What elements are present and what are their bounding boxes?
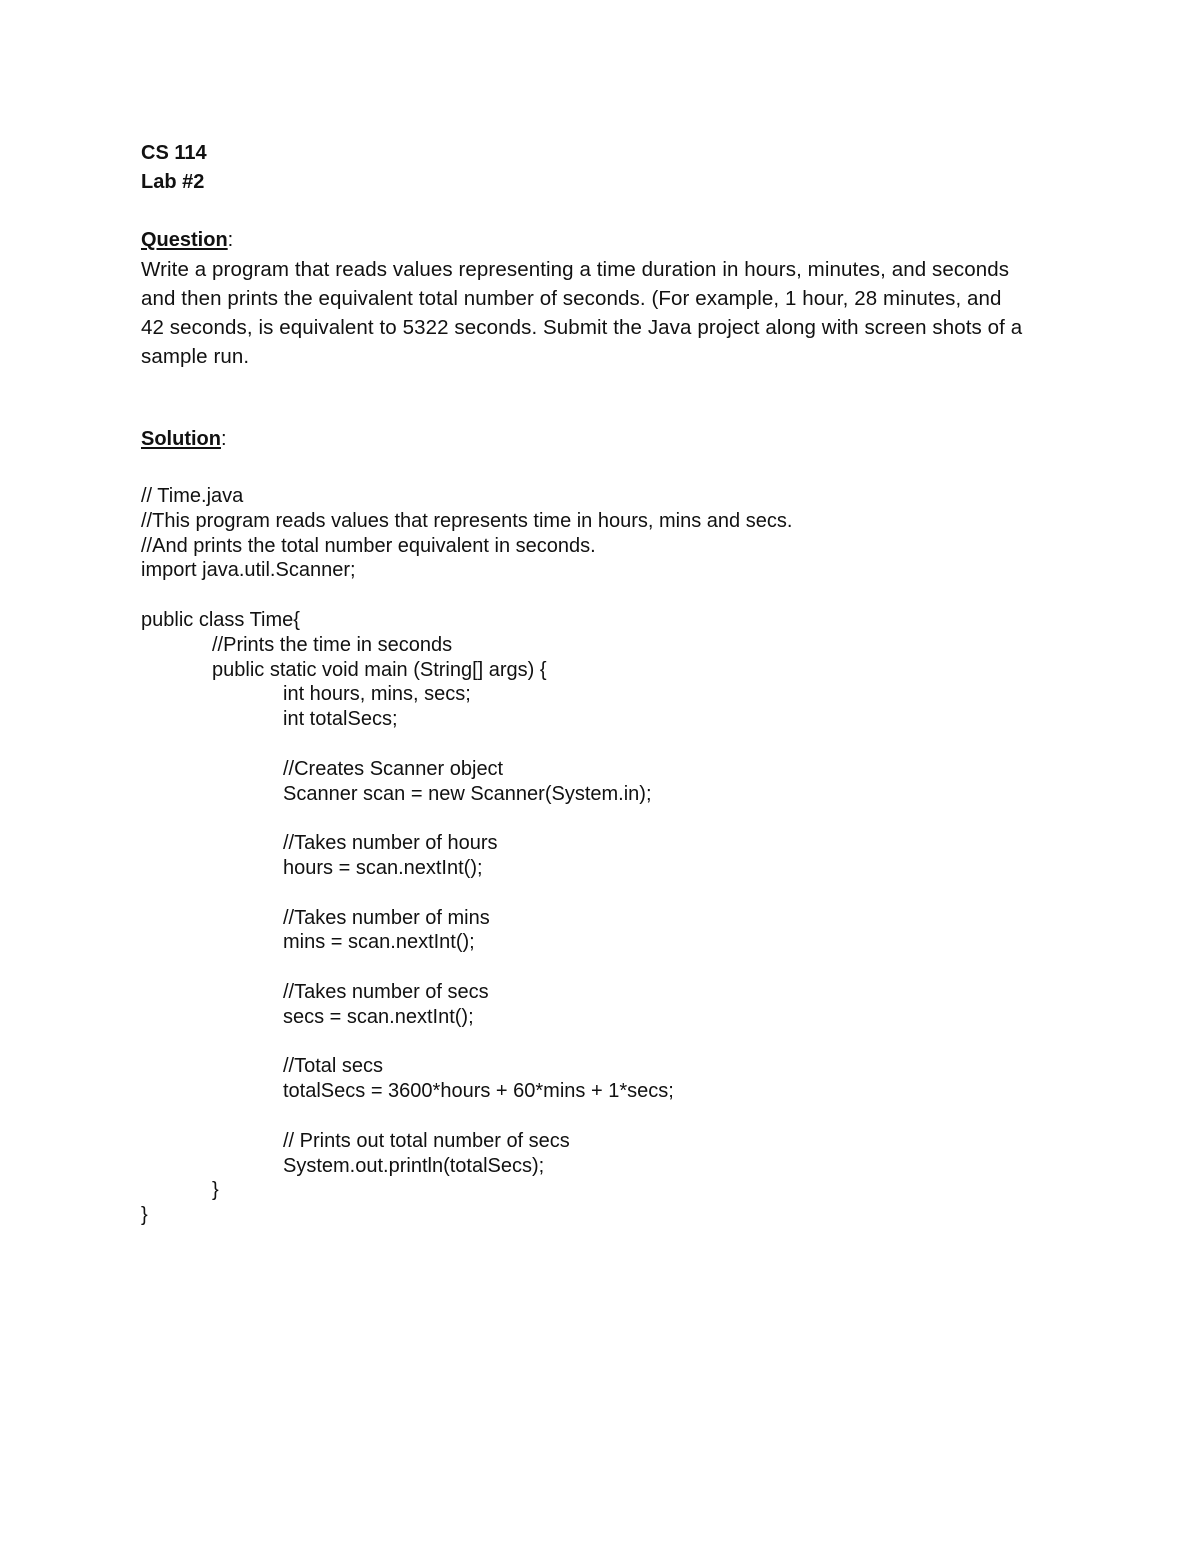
- code-line: // Time.java: [141, 485, 244, 507]
- code-line: public class Time{: [141, 608, 300, 631]
- code-line: System.out.println(totalSecs);: [283, 1154, 545, 1177]
- code-line: //Takes number of mins: [283, 906, 490, 929]
- question-colon: :: [227, 229, 234, 251]
- code-line: [141, 955, 792, 980]
- question-line: and then prints the equivalent total number of seconds. (For example, 1 hour, 28 minutes, and: [141, 287, 1002, 310]
- code-line: // Prints out total number of secs: [283, 1129, 570, 1152]
- question-line: sample run.: [141, 345, 250, 368]
- question-heading: [141, 228, 233, 252]
- code-line: int totalSecs;: [283, 708, 398, 731]
- code-line: //Takes number of hours: [283, 832, 498, 855]
- code-line: import java.util.Scanner;: [141, 559, 356, 582]
- code-line: totalSecs = 3600*hours + 60*mins + 1*secs;: [283, 1080, 674, 1103]
- solution-colon: :: [220, 428, 227, 450]
- code-line: //Total secs: [283, 1055, 384, 1078]
- code-line: int hours, mins, secs;: [283, 683, 471, 706]
- question-label: Question: [141, 229, 228, 251]
- code-line: [141, 1104, 792, 1129]
- code-line: //Creates Scanner object: [283, 757, 504, 780]
- solution-label: Solution: [141, 428, 221, 450]
- code-line: secs = scan.nextInt();: [283, 1005, 474, 1028]
- code-line: //Prints the time in seconds: [212, 633, 453, 656]
- code-line: [141, 881, 792, 906]
- question-line: 42 seconds, is equivalent to 5322 seconds. Submit the Java project along with screen shots of a: [141, 316, 1023, 339]
- code-line: hours = scan.nextInt();: [283, 856, 483, 879]
- code-block: [141, 484, 792, 1228]
- solution-heading: [141, 427, 227, 451]
- code-line: [141, 583, 792, 608]
- code-line: public static void main (String[] args) {: [212, 658, 547, 681]
- question-line: Write a program that reads values representing a time duration in hours, minutes, and seconds: [141, 258, 1010, 281]
- code-line: mins = scan.nextInt();: [283, 931, 475, 954]
- question-text: [141, 255, 1081, 371]
- code-line: [141, 732, 792, 757]
- course-title: CS 114: [141, 142, 207, 164]
- lab-title: Lab #2: [141, 171, 205, 193]
- code-line: }: [141, 1204, 148, 1227]
- code-line: }: [212, 1179, 219, 1202]
- code-line: //This program reads values that represents time in hours, mins and secs.: [141, 509, 793, 532]
- code-line: [141, 1030, 792, 1055]
- code-line: [141, 806, 792, 831]
- code-line: //Takes number of secs: [283, 980, 489, 1003]
- code-line: //And prints the total number equivalent in seconds.: [141, 534, 596, 557]
- code-line: Scanner scan = new Scanner(System.in);: [283, 782, 652, 805]
